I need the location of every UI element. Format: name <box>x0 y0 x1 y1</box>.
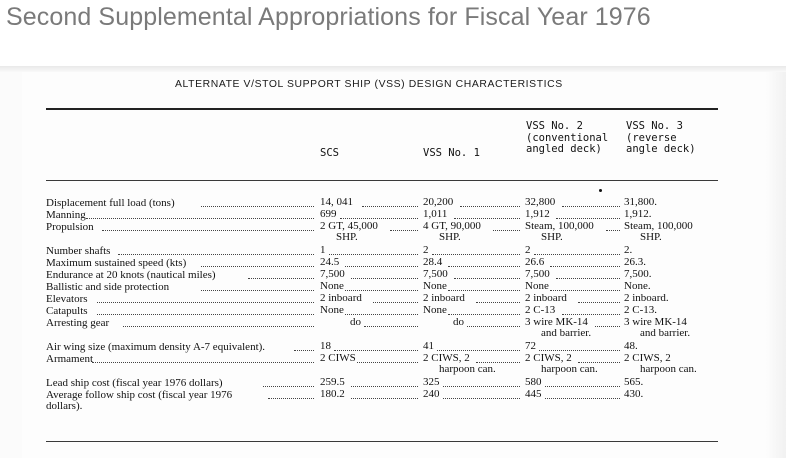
dot-leader <box>390 230 418 231</box>
cell-vss2: harpoon can. <box>541 363 598 375</box>
cell-vss3: 565. <box>624 376 644 388</box>
cell-vss2: and barrier. <box>541 327 592 339</box>
cell-vss3: 3 wire MK-14 <box>624 316 687 328</box>
cell-vss1: None <box>423 304 447 316</box>
scan-speck <box>599 189 602 192</box>
cell-vss3: 48. <box>624 340 638 352</box>
cell-vss3: 2 C-13. <box>624 304 657 316</box>
dot-leader <box>123 326 314 327</box>
dot-leader <box>268 398 314 399</box>
dot-leader <box>437 350 520 351</box>
dot-leader <box>351 386 418 387</box>
cell-vss1: SHP. <box>439 231 461 243</box>
dot-leader <box>606 230 620 231</box>
cell-vss3: harpoon can. <box>640 363 697 375</box>
cell-vss1: harpoon can. <box>439 363 496 375</box>
header-bottom-rule <box>46 180 718 181</box>
column-header-vss2: (conventional <box>526 131 609 144</box>
dot-leader <box>443 398 520 399</box>
cell-scs: do <box>350 316 361 328</box>
row-label: Armament <box>46 353 94 365</box>
column-header-vss3: (reverse <box>626 131 677 144</box>
column-header-scs: SCS <box>320 147 339 159</box>
cell-vss3: 31,800. <box>624 196 657 208</box>
cell-vss1: None <box>423 280 447 292</box>
dot-leader <box>340 218 418 219</box>
cell-vss2: 26.6 <box>525 256 545 268</box>
cell-vss2: 32,800 <box>525 196 556 208</box>
cell-vss2: None <box>525 280 549 292</box>
row-label: Air wing size (maximum density A-7 equivalent). <box>46 341 266 353</box>
dot-leader <box>454 278 520 279</box>
dot-leader <box>334 350 418 351</box>
dot-leader <box>493 230 520 231</box>
dot-leader <box>92 362 314 363</box>
cell-vss1: 2 CIWS, 2 <box>423 352 470 364</box>
cell-vss2: SHP. <box>541 231 563 243</box>
cell-vss2: 3 wire MK-14 <box>525 316 588 328</box>
dot-leader <box>476 302 520 303</box>
scroll-edge <box>766 72 786 458</box>
row-label: Catapults <box>46 305 88 317</box>
page-header <box>0 0 786 52</box>
dot-leader <box>362 206 418 207</box>
cell-vss1: 1,011 <box>423 208 448 220</box>
dot-leader <box>539 350 620 351</box>
dot-leader <box>476 362 520 363</box>
row-label: Arresting gear <box>46 317 110 329</box>
dot-leader <box>97 302 314 303</box>
row-label: Elevators <box>46 293 88 305</box>
cell-scs: SHP. <box>336 231 358 243</box>
cell-vss2: 445 <box>525 388 542 400</box>
dot-leader <box>545 398 620 399</box>
row-label: Number shafts <box>46 245 111 257</box>
row-label: Displacement full load (tons) <box>46 197 175 209</box>
dot-leader <box>556 218 620 219</box>
column-header-vss1: VSS No. 1 <box>423 147 480 159</box>
column-header-vss2: VSS No. 2 <box>526 120 583 132</box>
dot-leader <box>432 254 520 255</box>
cell-vss2: 580 <box>525 376 542 388</box>
cell-vss3: Steam, 100,000 <box>624 220 693 232</box>
cell-vss1: 325 <box>423 376 440 388</box>
cell-vss1: 20,200 <box>423 196 454 208</box>
dot-leader <box>329 254 418 255</box>
cell-vss1: 4 GT, 90,000 <box>423 220 481 232</box>
column-header-vss2: angled deck) <box>526 143 602 155</box>
row-label: Manning <box>46 209 86 221</box>
dot-leader <box>345 314 418 315</box>
cell-vss1: 240 <box>423 388 440 400</box>
cell-scs: 14, 041 <box>320 196 353 208</box>
cell-vss3: 26.3. <box>624 256 646 268</box>
cell-scs: 180.2 <box>320 388 345 400</box>
dot-leader <box>351 398 418 399</box>
dot-leader <box>345 266 418 267</box>
cell-scs: 2 inboard <box>320 292 362 304</box>
cell-vss1: 41 <box>423 340 434 352</box>
dot-leader <box>448 290 520 291</box>
dot-leader <box>357 362 418 363</box>
dot-leader <box>345 290 418 291</box>
cell-scs: 7,500 <box>320 268 345 280</box>
cell-vss2: 2 <box>525 244 531 256</box>
dot-leader <box>201 266 314 267</box>
cell-vss3: 2 inboard. <box>624 292 669 304</box>
table-bottom-rule <box>46 441 718 442</box>
row-label: Endurance at 20 knots (nautical miles) <box>46 269 216 281</box>
dot-leader <box>201 290 314 291</box>
dot-leader <box>118 254 314 255</box>
cell-scs: 18 <box>320 340 331 352</box>
document-title: ALTERNATE V/STOL SUPPORT SHIP (VSS) DESIGN CHARACTERISTICS <box>175 79 563 90</box>
dot-leader <box>534 254 620 255</box>
dot-leader <box>373 302 418 303</box>
cell-vss1: 7,500 <box>423 268 448 280</box>
cell-scs: 259.5 <box>320 376 345 388</box>
cell-vss3: 7,500. <box>624 268 652 280</box>
page-title: Second Supplemental Appropriations for Fiscal Year 1976 <box>6 3 651 31</box>
cell-vss2: 72 <box>525 340 536 352</box>
cell-vss1: do <box>453 316 464 328</box>
dot-leader <box>578 302 620 303</box>
cell-vss2: 2 CIWS, 2 <box>525 352 572 364</box>
row-label: Average follow ship cost (fiscal year 1976 <box>46 389 233 401</box>
dot-leader <box>460 206 520 207</box>
dot-leader <box>545 386 620 387</box>
dot-leader <box>86 218 314 219</box>
cell-vss3: 2 CIWS, 2 <box>624 352 671 364</box>
dot-leader <box>550 290 620 291</box>
row-label: Maximum sustained speed (kts) <box>46 257 187 269</box>
row-label: Lead ship cost (fiscal year 1976 dollars) <box>46 377 223 389</box>
cell-vss2: 2 inboard <box>525 292 567 304</box>
dot-leader <box>467 326 520 327</box>
cell-scs: None <box>320 280 344 292</box>
dot-leader <box>102 230 314 231</box>
dot-leader <box>201 206 314 207</box>
dot-leader <box>263 386 314 387</box>
cell-scs: 699 <box>320 208 337 220</box>
dot-leader <box>556 278 620 279</box>
row-label: Propulsion <box>46 221 94 233</box>
cell-scs: None <box>320 304 344 316</box>
dot-leader <box>562 314 620 315</box>
column-header-vss3: angle deck) <box>626 143 696 155</box>
dot-leader <box>97 314 314 315</box>
dot-leader <box>578 362 620 363</box>
cell-vss1: 2 <box>423 244 429 256</box>
dot-leader <box>448 266 520 267</box>
dot-leader <box>364 326 418 327</box>
cell-vss2: Steam, 100,000 <box>525 220 594 232</box>
cell-vss3: 2. <box>624 244 633 256</box>
dot-leader <box>454 218 520 219</box>
row-label: dollars). <box>46 400 83 412</box>
dot-leader <box>443 386 520 387</box>
dot-leader <box>562 206 620 207</box>
cell-vss1: 28.4 <box>423 256 443 268</box>
dot-leader <box>351 278 418 279</box>
table-top-rule <box>46 108 718 110</box>
cell-scs: 1 <box>320 244 326 256</box>
cell-scs: 2 CIWS <box>320 352 356 364</box>
cell-vss3: 430. <box>624 388 644 400</box>
cell-scs: 2 GT, 45,000 <box>320 220 378 232</box>
cell-vss3: 1,912. <box>624 208 652 220</box>
cell-vss1: 2 inboard <box>423 292 465 304</box>
dot-leader <box>550 266 620 267</box>
cell-scs: 24.5 <box>320 256 340 268</box>
cell-vss2: 7,500 <box>525 268 550 280</box>
cell-vss3: and barrier. <box>640 327 691 339</box>
cell-vss2: 2 C-13 <box>525 304 556 316</box>
cell-vss2: 1,912 <box>525 208 550 220</box>
dot-leader <box>248 278 314 279</box>
cell-vss3: None. <box>624 280 651 292</box>
dot-leader <box>595 326 620 327</box>
dot-leader <box>448 314 520 315</box>
dot-leader <box>294 350 314 351</box>
row-label: Ballistic and side protection <box>46 281 170 293</box>
column-header-vss3: VSS No. 3 <box>626 120 683 132</box>
cell-vss3: SHP. <box>640 231 662 243</box>
